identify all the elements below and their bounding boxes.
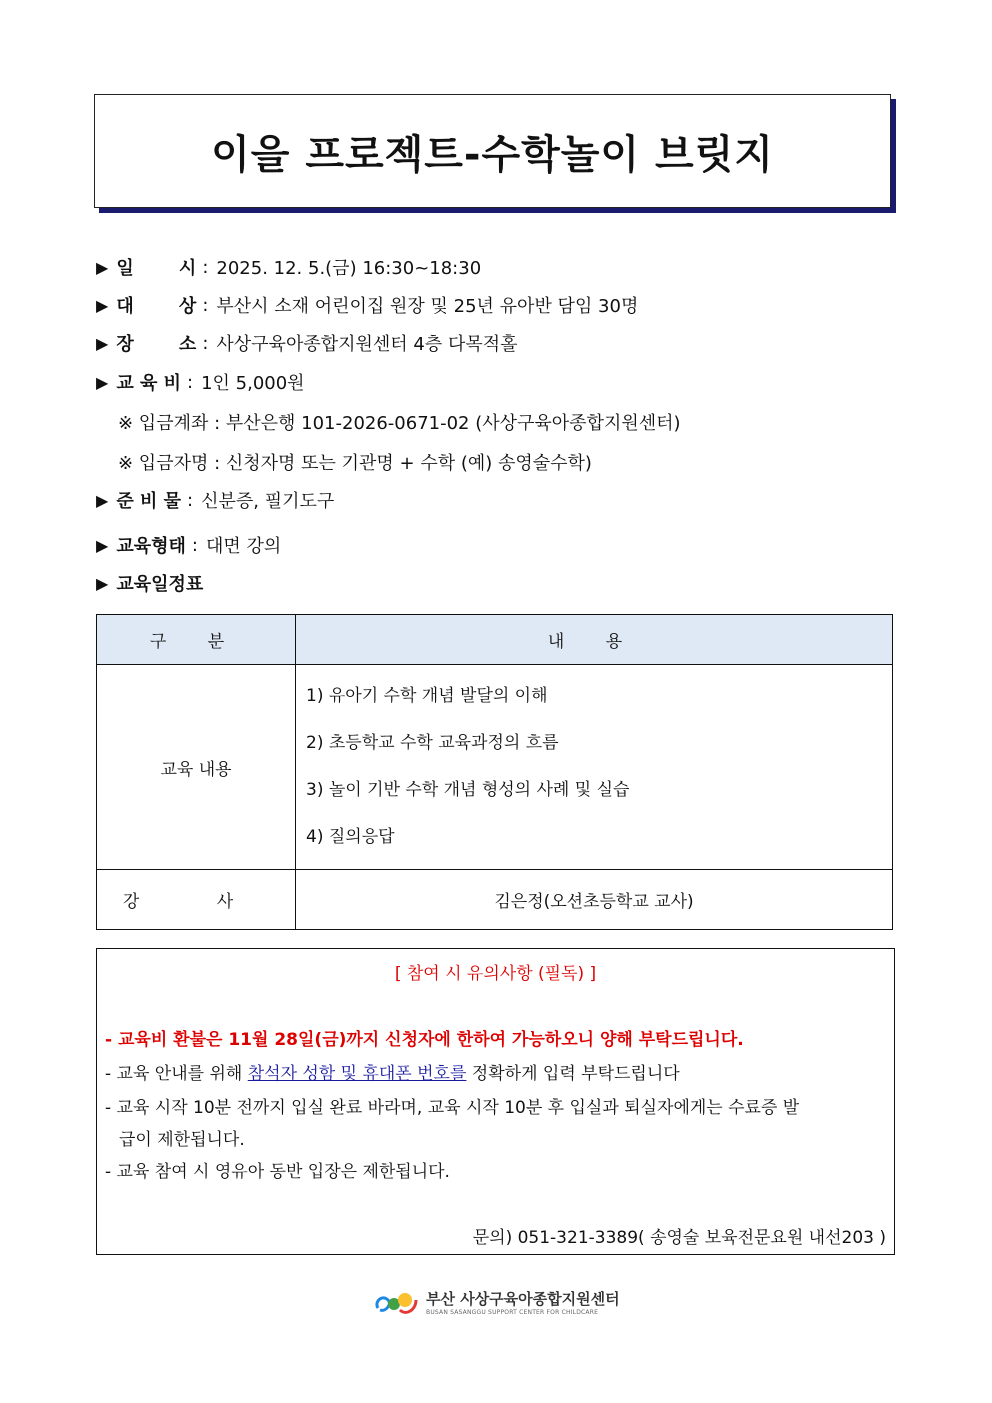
- bullet-arrow-icon: ▶: [96, 372, 109, 392]
- page-title: 이을 프로젝트-수학놀이 브릿지: [211, 131, 774, 178]
- center-logo-icon: [372, 1288, 420, 1316]
- target-value: 부산시 소재 어린이집 원장 및 25년 유아반 담임 30명: [216, 296, 639, 317]
- format-label: 교육형태: [116, 536, 186, 557]
- info-place: ▶ 장 소 : 사상구육아종합지원센터 4층 다목적홀: [96, 330, 518, 356]
- target-label: 대 상: [116, 296, 197, 317]
- list-item: 4) 질의응답: [306, 827, 395, 847]
- notice-attendance: - 교육 시작 10분 전까지 입실 완료 바라며, 교육 시작 10분 후 입실과 퇴실자에게는 수료증 발: [105, 1098, 800, 1118]
- bullet-arrow-icon: ▶: [96, 333, 109, 353]
- notice-children: - 교육 참여 시 영유아 동반 입장은 제한됩니다.: [105, 1162, 450, 1182]
- contact-info: 문의) 051-321-3389( 송영술 보육전문요원 내선203 ): [472, 1228, 886, 1248]
- date-value: 2025. 12. 5.(금) 16:30~18:30: [216, 258, 482, 279]
- notice-title: [ 참여 시 유의사항 (필독) ]: [394, 964, 597, 984]
- date-label: 일 시: [116, 258, 197, 279]
- bullet-arrow-icon: ▶: [96, 535, 109, 555]
- schedule-table: [96, 614, 893, 930]
- depositor-note: ※ 입금자명 : 신청자명 또는 기관명 + 수학 (예) 송영술수학): [118, 453, 592, 474]
- account-note: ※ 입금계좌 : 부산은행 101-2026-0671-02 (사상구육아종합지원센터): [118, 413, 681, 434]
- header-content: 내 용: [296, 615, 893, 665]
- notice-refund: - 교육비 환불은 11월 28일(금)까지 신청자에 한하여 가능하오니 양해 부탁드립니다.: [105, 1030, 744, 1050]
- info-format: ▶ 교육형태 : 대면 강의: [96, 532, 281, 558]
- lecturer-label: 강 사: [97, 870, 296, 930]
- org-name: 부산 사상구육아종합지원센터: [426, 1290, 620, 1308]
- info-prep: ▶ 준 비 물 : 신분증, 필기도구: [96, 487, 334, 513]
- table-row: [97, 665, 893, 870]
- footer-logo: [372, 1288, 620, 1316]
- notice-box: [96, 948, 895, 1255]
- fee-label: 교 육 비: [116, 373, 182, 394]
- lecturer-value: 김은정(오션초등학교 교사): [296, 870, 893, 930]
- list-item: 1) 유아기 수학 개념 발달의 이해: [306, 686, 548, 706]
- info-date: ▶ 일 시 : 2025. 12. 5.(금) 16:30~18:30: [96, 254, 481, 280]
- content-list: [296, 665, 893, 870]
- title-box: [94, 94, 891, 208]
- bullet-arrow-icon: ▶: [96, 490, 109, 510]
- format-value: 대면 강의: [205, 536, 282, 557]
- schedule-label: 교육일정표: [116, 574, 204, 595]
- list-item: 3) 놀이 기반 수학 개념 형성의 사례 및 실습: [306, 780, 630, 800]
- place-label: 장 소: [116, 334, 197, 355]
- bullet-arrow-icon: ▶: [96, 257, 109, 277]
- info-schedule: [96, 570, 203, 596]
- org-sub: BUSAN SASANGGU SUPPORT CENTER FOR CHILDCARE: [426, 1309, 599, 1316]
- info-target: ▶ 대 상 : 부산시 소재 어린이집 원장 및 25년 유아반 담임 30명: [96, 292, 638, 318]
- fee-value: 1인 5,000원: [201, 373, 305, 394]
- notice-emphasis: 참석자 성함 및 휴대폰 번호를: [247, 1064, 467, 1084]
- prep-label: 준 비 물: [116, 491, 182, 512]
- prep-value: 신분증, 필기도구: [201, 491, 335, 512]
- notice-contact-info: - 교육 안내를 위해 참석자 성함 및 휴대폰 번호를 정확하게 입력 부탁드립니다: [105, 1064, 680, 1084]
- table-header-row: [97, 615, 893, 665]
- bullet-arrow-icon: ▶: [96, 573, 109, 593]
- bullet-arrow-icon: ▶: [96, 295, 109, 315]
- table-row: [97, 870, 893, 930]
- notice-attendance-cont: 급이 제한됩니다.: [119, 1130, 245, 1150]
- content-label: 교육 내용: [97, 665, 296, 870]
- list-item: 2) 초등학교 수학 교육과정의 흐름: [306, 733, 559, 753]
- header-division: 구 분: [97, 615, 296, 665]
- info-fee: ▶ 교 육 비 : 1인 5,000원: [96, 369, 305, 395]
- place-value: 사상구육아종합지원센터 4층 다목적홀: [216, 334, 518, 355]
